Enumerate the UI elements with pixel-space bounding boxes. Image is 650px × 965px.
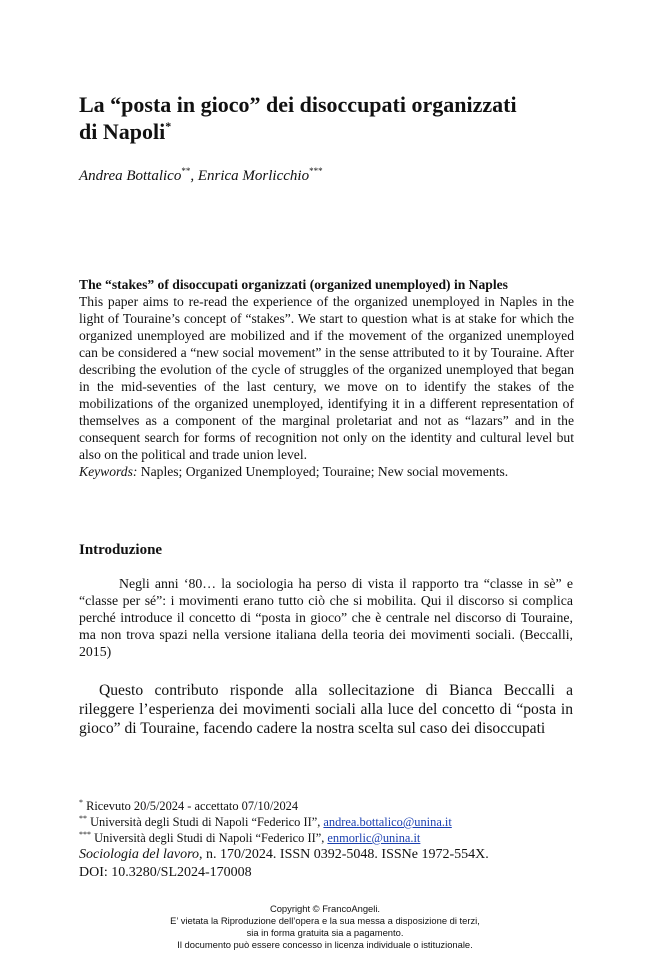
section-heading: Introduzione — [79, 542, 163, 558]
keywords-line — [79, 463, 574, 480]
footnote-text: Università degli Studi di Napoli “Federico II”, — [91, 831, 328, 845]
author-line — [79, 166, 579, 186]
abstract-heading: The “stakes” of disoccupati organizzati (organized unemployed) in Naples — [79, 277, 508, 292]
author-name: Enrica Morlicchio — [197, 168, 310, 184]
author-name: Andrea Bottalico — [79, 168, 182, 184]
email-link[interactable]: andrea.bottalico@unina.it — [323, 815, 452, 829]
copyright-line: Copyright © FrancoAngeli. — [269, 903, 381, 914]
footnote-text: Università degli Studi di Napoli “Federico II”, — [87, 815, 324, 829]
title-line-2: di Napoli — [79, 119, 166, 144]
footnote-received — [79, 798, 579, 814]
author-footnote-mark: *** — [309, 166, 323, 176]
journal-name: Sociologia del lavoro — [79, 847, 200, 862]
epigraph-quote — [79, 575, 573, 660]
journal-details: , n. 170/2024. ISSN 0392-5048. ISSNe 1972-554X. — [199, 847, 489, 862]
footnotes — [79, 798, 579, 882]
body-paragraph: Questo contributo risponde alla sollecitazione di Bianca Beccalli a rileggere l’esperienza dei movimenti sociali alla luce del concetto di “posta in gioco” di Touraine, facendo cadere la nostra scelta sul caso dei disoccupati — [79, 682, 573, 737]
copyright-line: Il documento può essere concesso in licenza individuale o istituzionale. — [177, 939, 473, 950]
footnote-mark: *** — [79, 830, 91, 839]
title-line-1: La “posta in gioco” dei disoccupati organizzati — [79, 92, 517, 117]
footnote-text: Ricevuto 20/5/2024 - accettato 07/10/2024 — [83, 799, 299, 813]
title-footnote-mark: * — [165, 119, 172, 133]
author-separator: , — [190, 168, 198, 184]
footnote-mark: * — [79, 798, 83, 807]
copyright-notice — [0, 903, 650, 951]
email-link[interactable]: enmorlic@unina.it — [327, 831, 421, 845]
keywords-label: Keywords: — [79, 464, 138, 479]
quote-text: Negli anni ‘80… la sociologia ha perso di vista il rapporto tra “classe in sè” e “classe per sé”: i movimenti erano tutto ciò che si mobilita. Qui il discorso si complica perché introduce il concetto di “posta in gioco” che è centrale nel discorso di Touraine, ma non trova spazi nella versione italiana della teoria dei movimenti sociali. (Beccalli, 2015) — [79, 576, 573, 659]
abstract — [79, 276, 574, 480]
footnote-author-1 — [79, 814, 579, 830]
abstract-text: This paper aims to re-read the experience of the organized unemployed in Naples in the light of Touraine’s concept of “stakes”. We start to question what is at stake for which the organized unemployed are mobilized and if the movement of the organized unemployed can be considered a “new social movement” in the sense attributed to it by Touraine. After describing the evolution of the cycle of struggles of the organized unemployed that began in the mid-seventies of the last century, we move on to identify the stakes of the mobilizations of the organized unemployed, identifying it in a different representation of themselves as a component of the marginal proletariat and not as “lazars” and in the consequent search for forms of recognition not only on the identity and cultural level but also on the political and trade union level. — [79, 294, 574, 462]
article-title — [79, 91, 579, 145]
copyright-line: sia in forma gratuita sia a pagamento. — [246, 927, 404, 938]
doi-line: DOI: 10.3280/SL2024-170008 — [79, 865, 252, 880]
footnote-author-2 — [79, 830, 579, 846]
journal-citation — [79, 846, 579, 864]
body-text — [79, 681, 573, 738]
author-footnote-mark: ** — [181, 166, 191, 176]
copyright-line: E’ vietata la Riproduzione dell’opera e la sua messa a disposizione di terzi, — [170, 915, 480, 926]
keywords-list: Naples; Organized Unemployed; Touraine; New social movements. — [137, 464, 509, 479]
footnote-mark: ** — [79, 814, 87, 823]
